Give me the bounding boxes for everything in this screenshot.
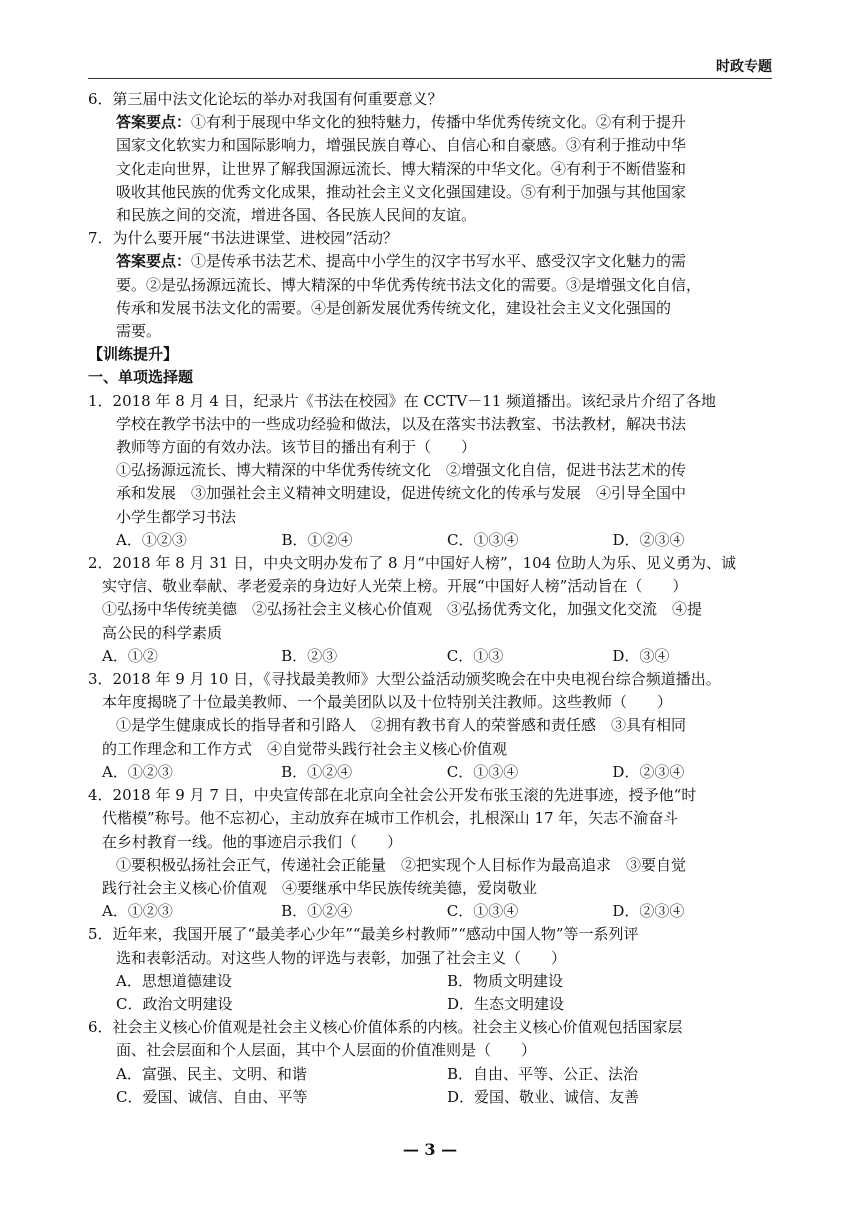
qa-question: 7．为什么要开展“书法进课堂、进校园”活动？ [88,229,398,248]
mcq-stem-line: 2．2018 年 8 月 31 日，中央文明办发布了 8 月“中国好人榜”，104 位助人为乐、见义勇为、诚 [88,554,737,573]
option-c: C．①③④ [447,530,519,549]
option-b: B．②③ [281,646,338,665]
qa-answer-line: 吸收其他民族的优秀文化成果，推动社会主义文化强国建设。⑤有利于加强与其他国家 [116,182,687,201]
qa-answer-line: 需要。 [116,322,162,341]
option-d: D．生态文明建设 [447,994,565,1013]
option-c: C．①③ [446,646,504,665]
option-b: B．①②④ [281,530,353,549]
mcq-stem-line: 践行社会主义核心价值观 ④要继承中华民族传统美德，爱岗敬业 [102,878,538,897]
page-content [88,88,778,1109]
mcq-stem-line: ①弘扬源远流长、博大精深的中华优秀传统文化 ②增强文化自信，促进书法艺术的传 [116,461,687,480]
option-d: D．爱国、敬业、诚信、友善 [447,1087,640,1106]
option-c: C．①③④ [446,902,519,921]
mcq-options [88,529,778,552]
page-number: — 3 — [402,1140,458,1159]
header-title: 时政专题 [716,59,772,75]
mcq-stem-line: ①弘扬中华传统美德 ②弘扬社会主义核心价值观 ③弘扬优秀文化，加强文化交流 ④提 [102,600,703,619]
answer-label: 答案要点： [116,252,192,271]
option-a: A．思想道德建设 [116,971,232,990]
qa-answer-line: 要。②是弘扬源远流长、博大精深的中华优秀传统书法文化的需要。③是增强文化自信， [116,275,702,294]
option-d: D．②③④ [612,902,685,921]
mcq-options [88,900,778,923]
option-c: C．爱国、诚信、自由、平等 [116,1087,308,1106]
mcq-options [88,761,778,784]
mcq-options [88,1086,778,1109]
option-c: C．政治文明建设 [116,994,233,1013]
option-b: B．物质文明建设 [447,971,564,990]
mcq-options [88,1063,778,1086]
option-a: A．①②③ [102,902,173,921]
subsection-title: 一、单项选择题 [88,368,194,387]
mcq-stem-line: 代楷模”称号。他不忘初心，主动放弃在城市工作机会，扎根深山 17 年，矢志不渝奋斗 [102,809,679,828]
option-d: D．②③④ [612,762,685,781]
option-a: A．富强、民主、文明、和谐 [116,1064,307,1083]
mcq-options [88,970,778,993]
option-b: B．①②④ [281,902,353,921]
qa-answer-line: 和民族之间的交流，增进各国、各民族人民间的友谊。 [116,206,477,225]
option-b: B．①②④ [281,762,353,781]
mcq-stem-line: 高公民的科学素质 [102,623,223,642]
option-a: A．①②③ [102,762,173,781]
option-b: B．自由、平等、公正、法治 [447,1064,639,1083]
mcq-stem-line: 教师等方面的有效办法。该节目的播出有利于（ ） [116,438,477,457]
mcq-stem-line: 的工作理念和工作方式 ④自觉带头践行社会主义核心价值观 [102,739,508,758]
mcq-stem-line: 4．2018 年 9 月 7 日，中央宣传部在北京向全社会公开发布张玉滚的先进事迹，授予他“时 [88,786,697,805]
answer-label: 答案要点： [116,113,192,132]
mcq-stem-line: 面、社会层面和个人层面，其中个人层面的价值准则是（ ） [116,1041,537,1060]
mcq-stem-line: 5．近年来，我国开展了“最美孝心少年”“最美乡村教师”“感动中国人物”等一系列评 [88,925,639,944]
section-title: 【训练提升】 [88,345,179,364]
option-d: D．③④ [612,646,670,665]
mcq-stem-line: 3．2018 年 9 月 10 日，《寻找最美教师》大型公益活动颁奖晚会在中央电视台综合频道播出。 [88,670,721,689]
mcq-stem-line: 本年度揭晓了十位最美教师、一个最美团队以及十位特别关注教师。这些教师（ ） [102,693,673,712]
option-d: D．②③④ [612,530,685,549]
mcq-stem-line: 小学生都学习书法 [116,507,237,526]
page-header [88,52,772,79]
mcq-stem-line: 学校在教学书法中的一些成功经验和做法，以及在落实书法教室、书法教材，解决书法 [116,414,687,433]
mcq-options [88,645,778,668]
mcq-stem-line: 实守信、敬业奉献、孝老爱亲的身边好人光荣上榜。开展“中国好人榜”活动旨在（ ） [102,577,688,596]
qa-answer-line: 答案要点：①是传承书法艺术、提高中小学生的汉字书写水平、感受汉字文化魅力的需 [116,252,687,271]
qa-answer-line: 答案要点：①有利于展现中华文化的独特魅力，传播中华优秀传统文化。②有利于提升 [116,113,687,132]
qa-question: 6．第三届中法文化论坛的举办对我国有何重要意义？ [88,90,443,108]
mcq-stem-line: 选和表彰活动。对这些人物的评选与表彰，加强了社会主义（ ） [116,948,567,967]
mcq-stem-line: 6．社会主义核心价值观是社会主义核心价值体系的内核。社会主义核心价值观包括国家层 [88,1018,683,1037]
mcq-stem-line: ①是学生健康成长的指导者和引路人 ②拥有教书育人的荣誉感和责任感 ③具有相同 [116,716,687,735]
option-c: C．①③④ [446,762,519,781]
mcq-stem-line: 1．2018 年 8 月 4 日，纪录片《书法在校园》在 CCTV－11 频道播出。该纪录片介绍了各地 [88,391,717,410]
option-a: A．①② [102,646,158,665]
qa-answer-line: 传承和发展书法文化的需要。④是创新发展优秀传统文化，建设社会主义文化强国的 [116,298,672,317]
qa-answer-line: 国家文化软实力和国际影响力，增强民族自尊心、自信心和自豪感。③有利于推动中华 [116,136,687,155]
mcq-stem-line: 在乡村教育一线。他的事迹启示我们（ ） [102,832,403,851]
mcq-options [88,993,778,1016]
qa-answer-line: 文化走向世界，让世界了解我国源远流长、博大精深的中华文化。④有利于不断借鉴和 [116,159,687,178]
option-a: A．①②③ [116,530,187,549]
mcq-stem-line: 承和发展 ③加强社会主义精神文明建设，促进传统文化的传承与发展 ④引导全国中 [116,484,687,503]
mcq-stem-line: ①要积极弘扬社会正气，传递社会正能量 ②把实现个人目标作为最高追求 ③要自觉 [116,855,687,874]
